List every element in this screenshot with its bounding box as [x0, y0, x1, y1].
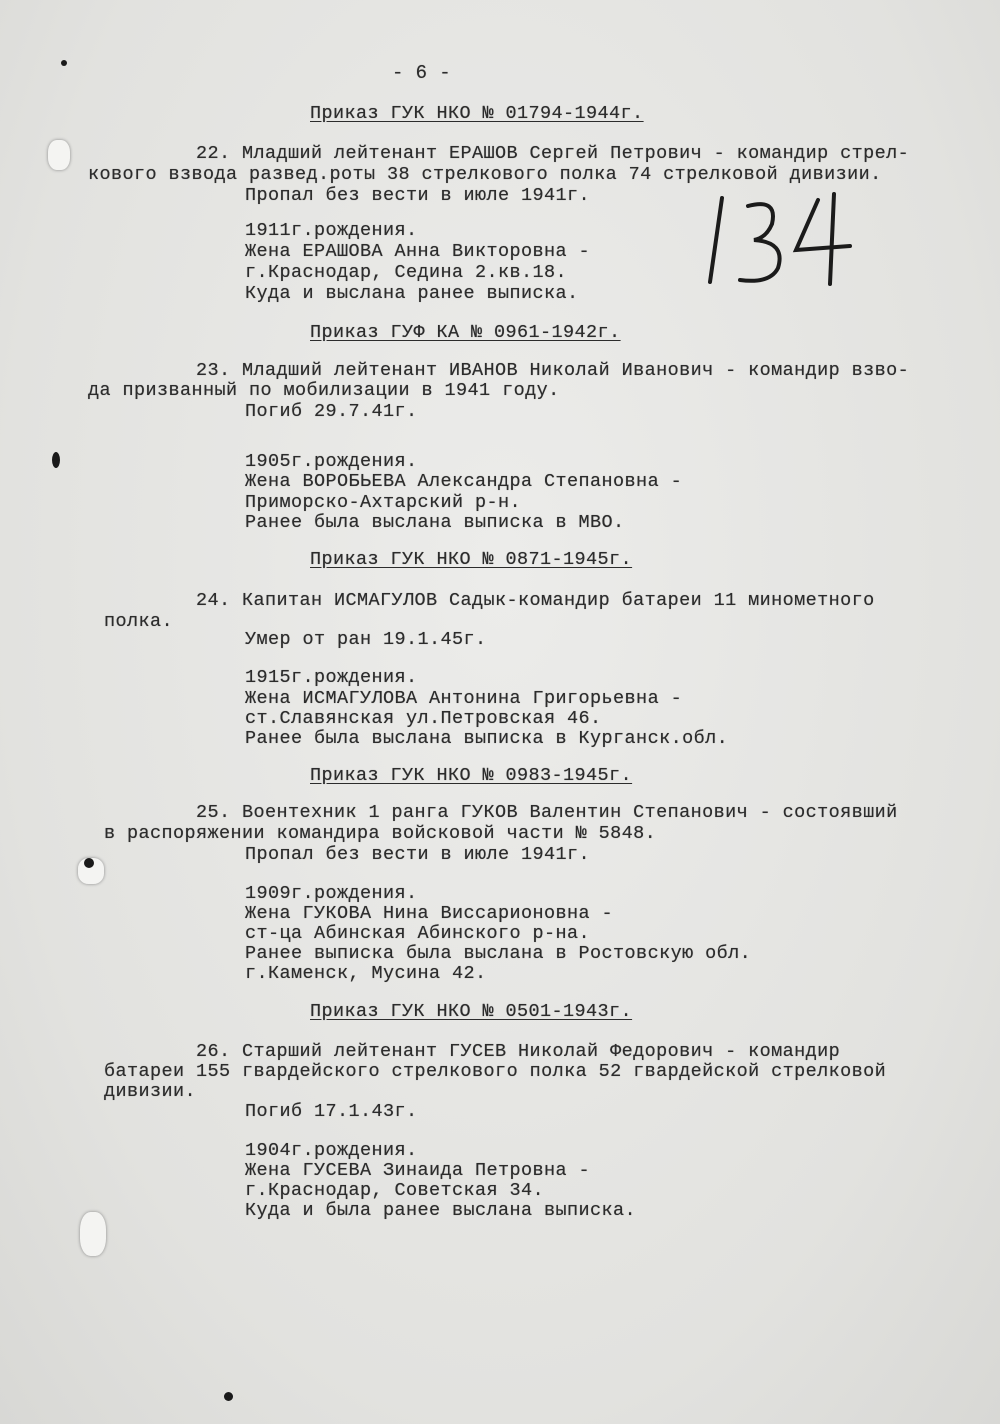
entry-26-line-8: Куда и была ранее выслана выписка.: [245, 1200, 637, 1221]
entry-26-line-5: 1904г.рождения.: [245, 1140, 418, 1161]
entry-24-line-2: полка.: [104, 611, 174, 632]
entry-24-line-5: Жена ИСМАГУЛОВА Антонина Григорьевна -: [245, 688, 683, 709]
entry-26-line-7: г.Краснодар, Советская 34.: [245, 1180, 545, 1201]
entry-24-line-7: Ранее была выслана выписка в Курганск.обл.: [245, 728, 729, 749]
entry-22-line-1: 22. Младший лейтенант ЕРАШОВ Сергей Петрович - командир стрел-: [196, 143, 910, 164]
entry-22-line-5: Жена ЕРАШОВА Анна Викторовна -: [245, 241, 591, 262]
ink-spot: [52, 452, 60, 468]
entry-22-line-4: 1911г.рождения.: [245, 220, 418, 241]
handwritten-number-mark: [700, 180, 860, 300]
entry-26-line-4: Погиб 17.1.43г.: [245, 1101, 418, 1122]
entry-25-line-6: ст-ца Абинская Абинского р-на.: [245, 923, 591, 944]
entry-22-line-3: Пропал без вести в июле 1941г.: [245, 185, 591, 206]
entry-23-line-2: да призванный по мобилизации в 1941 году.: [88, 380, 560, 401]
ink-spot: [224, 1392, 233, 1401]
entry-26-line-3: дивизии.: [104, 1081, 197, 1102]
order-header-2: Приказ ГУФ КА № 0961-1942г.: [310, 322, 621, 343]
entry-25-line-7: Ранее выписка была выслана в Ростовскую обл.: [245, 943, 752, 964]
entry-22-line-7: Куда и выслана ранее выписка.: [245, 283, 579, 304]
entry-23-line-4: 1905г.рождения.: [245, 451, 418, 472]
paper-hole: [80, 1212, 106, 1256]
entry-26-line-6: Жена ГУСЕВА Зинаида Петровна -: [245, 1160, 591, 1181]
order-header-5: Приказ ГУК НКО № 0501-1943г.: [310, 1001, 633, 1022]
ink-spot: [84, 858, 94, 868]
entry-23-line-5: Жена ВОРОБЬЕВА Александра Степановна -: [245, 471, 683, 492]
entry-25-line-2: в распоряжении командира войсковой части № 5848.: [104, 823, 657, 844]
order-header-3: Приказ ГУК НКО № 0871-1945г.: [310, 549, 633, 570]
entry-26-line-1: 26. Старший лейтенант ГУСЕВ Николай Федорович - командир: [196, 1041, 841, 1062]
paper-hole: [48, 140, 70, 170]
entry-23-line-1: 23. Младший лейтенант ИВАНОВ Николай Иванович - командир взво-: [196, 360, 910, 381]
page-number: - 6 -: [392, 62, 452, 84]
entry-25-line-4: 1909г.рождения.: [245, 883, 418, 904]
entry-25-line-1: 25. Воентехник 1 ранга ГУКОВ Валентин Степанович - состоявший: [196, 802, 898, 823]
entry-23-line-6: Приморско-Ахтарский р-н.: [245, 492, 522, 513]
entry-24-line-1: 24. Капитан ИСМАГУЛОВ Садык-командир батареи 11 минометного: [196, 590, 875, 611]
entry-23-line-7: Ранее была выслана выписка в МВО.: [245, 512, 625, 533]
entry-24-line-6: ст.Славянская ул.Петровская 46.: [245, 708, 602, 729]
entry-25-line-3: Пропал без вести в июле 1941г.: [245, 844, 591, 865]
entry-23-line-3: Погиб 29.7.41г.: [245, 401, 418, 422]
entry-24-line-3: Умер от ран 19.1.45г.: [245, 629, 487, 650]
entry-26-line-2: батареи 155 гвардейского стрелкового полка 52 гвардейской стрелковой: [104, 1061, 887, 1082]
entry-25-line-5: Жена ГУКОВА Нина Виссарионовна -: [245, 903, 614, 924]
entry-22-line-6: г.Краснодар, Седина 2.кв.18.: [245, 262, 568, 283]
entry-24-line-4: 1915г.рождения.: [245, 667, 418, 688]
entry-25-line-8: г.Каменск, Мусина 42.: [245, 963, 487, 984]
ink-spot: [61, 60, 67, 66]
order-header-1: Приказ ГУК НКО № 01794-1944г.: [310, 103, 644, 124]
order-header-4: Приказ ГУК НКО № 0983-1945г.: [310, 765, 633, 786]
entry-22-line-2: кового взвода развед.роты 38 стрелкового полка 74 стрелковой дивизии.: [88, 164, 882, 185]
